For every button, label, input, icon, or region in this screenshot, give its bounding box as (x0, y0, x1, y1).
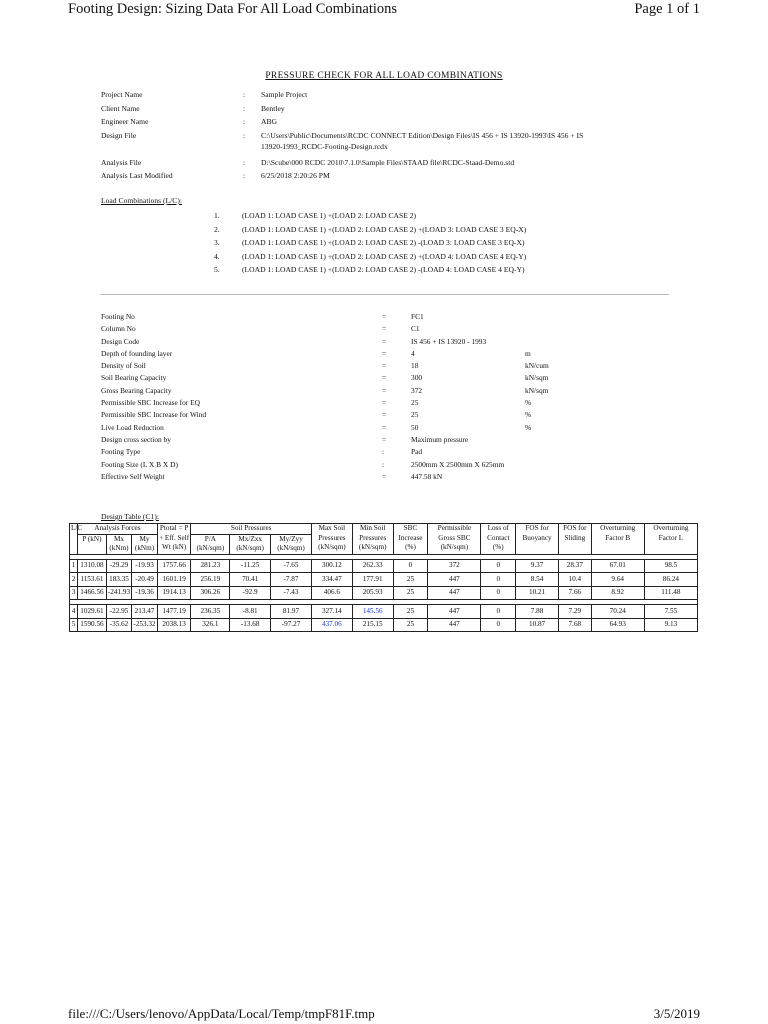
cell-fos-buoyancy: 10.21 (516, 586, 559, 600)
col-header-fos-buoyancy: FOS for Buoyancy (516, 524, 559, 555)
cell-pa: 306.26 (191, 586, 230, 600)
footing-param-row (101, 324, 621, 336)
info-key: Design File (101, 130, 137, 140)
page-number: Page 1 of 1 (634, 1, 700, 17)
load-combination-text: (LOAD 1: LOAD CASE 1) +(LOAD 2: LOAD CASE 2) +(LOAD 4: LOAD CASE 4 EQ-Y) (242, 251, 527, 261)
cell-overturning-b: 67.01 (591, 559, 644, 573)
cell-fos-buoyancy: 8.54 (516, 573, 559, 587)
param-value: IS 456 + IS 13920 - 1993 (411, 336, 487, 346)
col-header-soil-pressures: Soil Pressures (191, 524, 311, 535)
load-combination-text: (LOAD 1: LOAD CASE 1) +(LOAD 2: LOAD CASE 2) (242, 211, 417, 220)
file-url: file:///C:/Users/lenovo/AppData/Local/Temp/tmpF81F.tmp (68, 1006, 375, 1021)
cell-overturning-l: 9.13 (644, 618, 697, 632)
param-separator: = (382, 422, 387, 432)
cell-lc: 3 (70, 586, 78, 600)
cell-fos-sliding: 28.37 (559, 559, 592, 573)
info-separator: : (243, 171, 246, 180)
param-key: Density of Soil (101, 361, 146, 371)
param-separator: = (382, 361, 387, 371)
cell-overturning-b: 8.92 (591, 586, 644, 600)
col-header-mx: Mx (kNm) (106, 534, 132, 554)
col-header-p: P (kN) (78, 534, 107, 554)
cell-pa: 236.35 (191, 605, 230, 619)
section-divider (100, 294, 669, 295)
param-unit: m (525, 348, 531, 358)
load-combination-number: 4. (214, 251, 220, 261)
table-row (70, 573, 698, 587)
info-key: Analysis File (101, 157, 142, 167)
info-separator: : (243, 157, 246, 167)
project-info (101, 89, 661, 181)
footing-param-row (101, 460, 621, 472)
report-title: PRESSURE CHECK FOR ALL LOAD COMBINATIONS (265, 71, 503, 81)
info-value: Bentley (261, 103, 285, 113)
cell-loss-contact: 0 (481, 605, 516, 619)
cell-fos-buoyancy: 7.88 (516, 605, 559, 619)
cell-overturning-b: 64.93 (591, 618, 644, 632)
cell-fos-buoyancy: 9.37 (516, 559, 559, 573)
param-value: C1 (411, 324, 420, 334)
cell-lc: 5 (70, 618, 78, 632)
param-value: Pad (411, 447, 423, 457)
cell-mx: -241.93 (106, 586, 132, 600)
info-key: Engineer Name (101, 117, 149, 126)
param-value: 25 (411, 398, 419, 408)
cell-loss-contact: 0 (481, 586, 516, 600)
cell-mx-zxx: 70.41 (230, 573, 271, 587)
cell-max-soil: 327.14 (311, 605, 352, 619)
table-row (70, 586, 698, 600)
cell-min-soil: 205.93 (352, 586, 393, 600)
cell-permissible-sbc: 447 (428, 573, 481, 587)
cell-mx: -35.62 (106, 618, 132, 632)
cell-my-zyy: 81.97 (271, 605, 312, 619)
info-value: D:\Scube\000 RCDC 2010\7.1.0\Sample Files\STAAD file\RCDC-Staad-Demo.std (261, 157, 515, 167)
col-header-overturning-b: Overturning Factor B (591, 524, 644, 555)
param-unit: % (525, 398, 532, 408)
param-separator: = (382, 312, 387, 321)
param-key: Footing No (101, 312, 135, 321)
table-row (70, 618, 698, 632)
param-unit: % (525, 410, 532, 420)
col-header-sbc-increase: SBC Increase (%) (393, 524, 428, 555)
col-header-min-soil: Min Soil Pressures (kN/sqm) (352, 524, 393, 555)
param-separator: = (382, 434, 387, 444)
load-combination-number: 1. (214, 211, 220, 220)
cell-fos-buoyancy: 10.87 (516, 618, 559, 632)
print-date: 3/5/2019 (653, 1006, 700, 1021)
col-header-lc: L/C (70, 524, 78, 555)
param-unit: kN/sqm (525, 373, 549, 383)
col-header-my-zyy: My/Zyy (kN/sqm) (271, 534, 312, 554)
cell-my-zyy: -7.87 (271, 573, 312, 587)
param-key: Permissible SBC Increase for EQ (101, 398, 200, 408)
cell-loss-contact: 0 (481, 573, 516, 587)
cell-pa: 281.23 (191, 559, 230, 573)
param-key: Effective Self Weight (101, 471, 165, 481)
param-key: Live Load Reduction (101, 422, 164, 432)
info-value: 6/25/2018 2:20:26 PM (261, 171, 330, 180)
col-header-fos-sliding: FOS for Sliding (559, 524, 592, 555)
footing-param-row (101, 398, 621, 410)
print-header (68, 1, 700, 23)
cell-mx-zxx: -92.9 (230, 586, 271, 600)
param-value: 50 (411, 422, 419, 432)
col-header-loss-contact: Loss of Contact (%) (481, 524, 516, 555)
project-info-row (101, 130, 661, 152)
param-key: Permissible SBC Increase for Wind (101, 410, 207, 420)
cell-my-zyy: -7.65 (271, 559, 312, 573)
load-combination-text: (LOAD 1: LOAD CASE 1) +(LOAD 2: LOAD CASE 2) -(LOAD 4: LOAD CASE 4 EQ-Y) (242, 265, 525, 275)
cell-overturning-l: 86.24 (644, 573, 697, 587)
print-header-title: Footing Design: Sizing Data For All Load Combinations (68, 1, 398, 17)
table-row (70, 605, 698, 619)
cell-pa: 326.1 (191, 618, 230, 632)
info-key: Client Name (101, 103, 140, 113)
project-info-row (101, 103, 661, 114)
param-key: Column No (101, 324, 136, 334)
param-unit: kN/sqm (525, 385, 549, 395)
param-separator: = (382, 373, 387, 383)
project-info-row (101, 157, 661, 168)
info-separator: : (243, 90, 246, 99)
cell-mx: -22.95 (106, 605, 132, 619)
cell-sbc-increase: 25 (393, 573, 428, 587)
load-combinations-title: Load Combinations (L/C): (101, 196, 182, 205)
cell-ptotal: 2038.13 (157, 618, 191, 632)
footing-param-row (101, 312, 621, 324)
col-header-ptotal: Ptotal = P + Eff. Self Wt (kN) (157, 524, 191, 555)
cell-mx: 183.35 (106, 573, 132, 587)
cell-fos-sliding: 7.29 (559, 605, 592, 619)
cell-fos-sliding: 10.4 (559, 573, 592, 587)
param-separator: = (382, 385, 387, 395)
cell-my-zyy: -97.27 (271, 618, 312, 632)
footing-param-row (101, 386, 621, 398)
param-separator: = (382, 324, 387, 334)
param-value: 2500mm X 2500mm X 625mm (411, 459, 505, 469)
footing-parameters (101, 312, 621, 484)
cell-min-soil: 262.33 (352, 559, 393, 573)
footing-param-row (101, 410, 621, 422)
param-separator: = (382, 410, 387, 420)
cell-loss-contact: 0 (481, 559, 516, 573)
param-value: 372 (411, 385, 423, 395)
cell-sbc-increase: 25 (393, 618, 428, 632)
cell-permissible-sbc: 447 (428, 586, 481, 600)
param-value: 4 (411, 348, 415, 358)
cell-min-soil-highlighted: 145.56 (352, 605, 393, 619)
info-separator: : (243, 130, 246, 140)
cell-max-soil-highlighted: 437.06 (311, 618, 352, 632)
footing-param-row (101, 472, 621, 484)
param-separator: : (382, 447, 385, 457)
cell-overturning-b: 9.64 (591, 573, 644, 587)
footing-param-row (101, 349, 621, 361)
param-value: 300 (411, 373, 423, 383)
cell-lc: 4 (70, 605, 78, 619)
load-combination-number: 2. (214, 224, 220, 234)
footing-param-row (101, 447, 621, 459)
cell-mx-zxx: -13.68 (230, 618, 271, 632)
param-key: Soil Bearing Capacity (101, 373, 167, 383)
footing-param-row (101, 435, 621, 447)
param-separator: = (382, 336, 387, 346)
table-header-row (70, 524, 698, 535)
cell-pa: 256.19 (191, 573, 230, 587)
design-table (69, 523, 698, 632)
cell-fos-sliding: 7.68 (559, 618, 592, 632)
info-separator: : (243, 117, 246, 126)
cell-max-soil: 300.12 (311, 559, 352, 573)
info-key: Project Name (101, 90, 143, 99)
cell-min-soil: 177.91 (352, 573, 393, 587)
info-value: C:\Users\Public\Documents\RCDC CONNECT Edition\Design Files\IS 456 + IS 13920-1993\IS 456 + IS 13920-1993_RCDC-Footing-Design.rcdx (261, 130, 584, 151)
footing-param-row (101, 361, 621, 373)
info-separator: : (243, 103, 246, 113)
cell-my-zyy: -7.43 (271, 586, 312, 600)
param-value: Maximum pressure (411, 434, 469, 444)
cell-sbc-increase: 25 (393, 605, 428, 619)
param-unit: kN/cum (525, 361, 549, 371)
footing-param-row (101, 337, 621, 349)
cell-permissible-sbc: 447 (428, 605, 481, 619)
param-separator: = (382, 348, 387, 358)
cell-max-soil: 334.47 (311, 573, 352, 587)
param-key: Footing Type (101, 447, 141, 457)
cell-overturning-b: 70.24 (591, 605, 644, 619)
cell-p: 1029.61 (78, 605, 107, 619)
cell-ptotal: 1757.66 (157, 559, 191, 573)
cell-my: -20.49 (132, 573, 158, 587)
cell-my: -253.32 (132, 618, 158, 632)
load-combination-number: 3. (214, 238, 220, 248)
param-key: Design cross section by (101, 434, 171, 444)
param-key: Footing Size (L X B X D) (101, 459, 178, 469)
cell-ptotal: 1914.13 (157, 586, 191, 600)
param-value: 18 (411, 361, 419, 371)
param-key: Gross Bearing Capacity (101, 385, 172, 395)
project-info-row (101, 116, 661, 127)
cell-overturning-l: 7.55 (644, 605, 697, 619)
print-footer (68, 1006, 700, 1024)
footing-param-row (101, 423, 621, 435)
param-key: Design Code (101, 336, 140, 346)
param-value: FC1 (411, 312, 424, 321)
cell-sbc-increase: 25 (393, 586, 428, 600)
project-info-row (101, 89, 661, 100)
param-separator: = (382, 471, 387, 481)
param-separator: : (382, 459, 385, 469)
table-row (70, 559, 698, 573)
cell-sbc-increase: 0 (393, 559, 428, 573)
col-header-my: My (kNm) (132, 534, 158, 554)
cell-my: -19.36 (132, 586, 158, 600)
param-separator: = (382, 398, 387, 408)
col-header-mx-zxx: Mx/Zxx (kN/sqm) (230, 534, 271, 554)
cell-p: 1153.61 (78, 573, 107, 587)
footing-param-row (101, 373, 621, 385)
cell-fos-sliding: 7.66 (559, 586, 592, 600)
info-value: ABG (261, 117, 278, 126)
cell-lc: 2 (70, 573, 78, 587)
col-header-permissible-sbc: Permissible Gross SBC (kN/sqm) (428, 524, 481, 555)
cell-ptotal: 1601.19 (157, 573, 191, 587)
cell-my: 213.47 (132, 605, 158, 619)
cell-permissible-sbc: 372 (428, 559, 481, 573)
param-key: Depth of founding layer (101, 348, 173, 358)
col-header-max-soil: Max Soil Pressures (kN/sqm) (311, 524, 352, 555)
cell-loss-contact: 0 (481, 618, 516, 632)
load-combination-text: (LOAD 1: LOAD CASE 1) +(LOAD 2: LOAD CASE 2) -(LOAD 3: LOAD CASE 3 EQ-X) (242, 238, 525, 248)
cell-min-soil: 215.15 (352, 618, 393, 632)
design-table-title: Design Table (C1): (101, 512, 159, 521)
param-value: 25 (411, 410, 419, 420)
load-combination-text: (LOAD 1: LOAD CASE 1) +(LOAD 2: LOAD CASE 2) +(LOAD 3: LOAD CASE 3 EQ-X) (242, 224, 527, 234)
cell-ptotal: 1477.19 (157, 605, 191, 619)
cell-p: 1590.56 (78, 618, 107, 632)
param-value: 447.58 kN (411, 471, 443, 481)
col-header-analysis-forces: Analysis Forces (78, 524, 158, 535)
info-value: Sample Project (261, 90, 308, 99)
cell-mx: -29.29 (106, 559, 132, 573)
cell-lc: 1 (70, 559, 78, 573)
cell-mx-zxx: -8.81 (230, 605, 271, 619)
cell-overturning-l: 111.48 (644, 586, 697, 600)
cell-permissible-sbc: 447 (428, 618, 481, 632)
project-info-row (101, 170, 661, 181)
cell-max-soil: 406.6 (311, 586, 352, 600)
load-combination-number: 5. (214, 265, 220, 275)
cell-mx-zxx: -11.25 (230, 559, 271, 573)
col-header-overturning-l: Overturning Factor L (644, 524, 697, 555)
cell-p: 1310.08 (78, 559, 107, 573)
info-key: Analysis Last Modified (101, 171, 173, 180)
cell-my: -19.93 (132, 559, 158, 573)
col-header-pa: P/A (kN/sqm) (191, 534, 230, 554)
param-unit: % (525, 422, 532, 432)
cell-overturning-l: 98.5 (644, 559, 697, 573)
cell-p: 1466.56 (78, 586, 107, 600)
